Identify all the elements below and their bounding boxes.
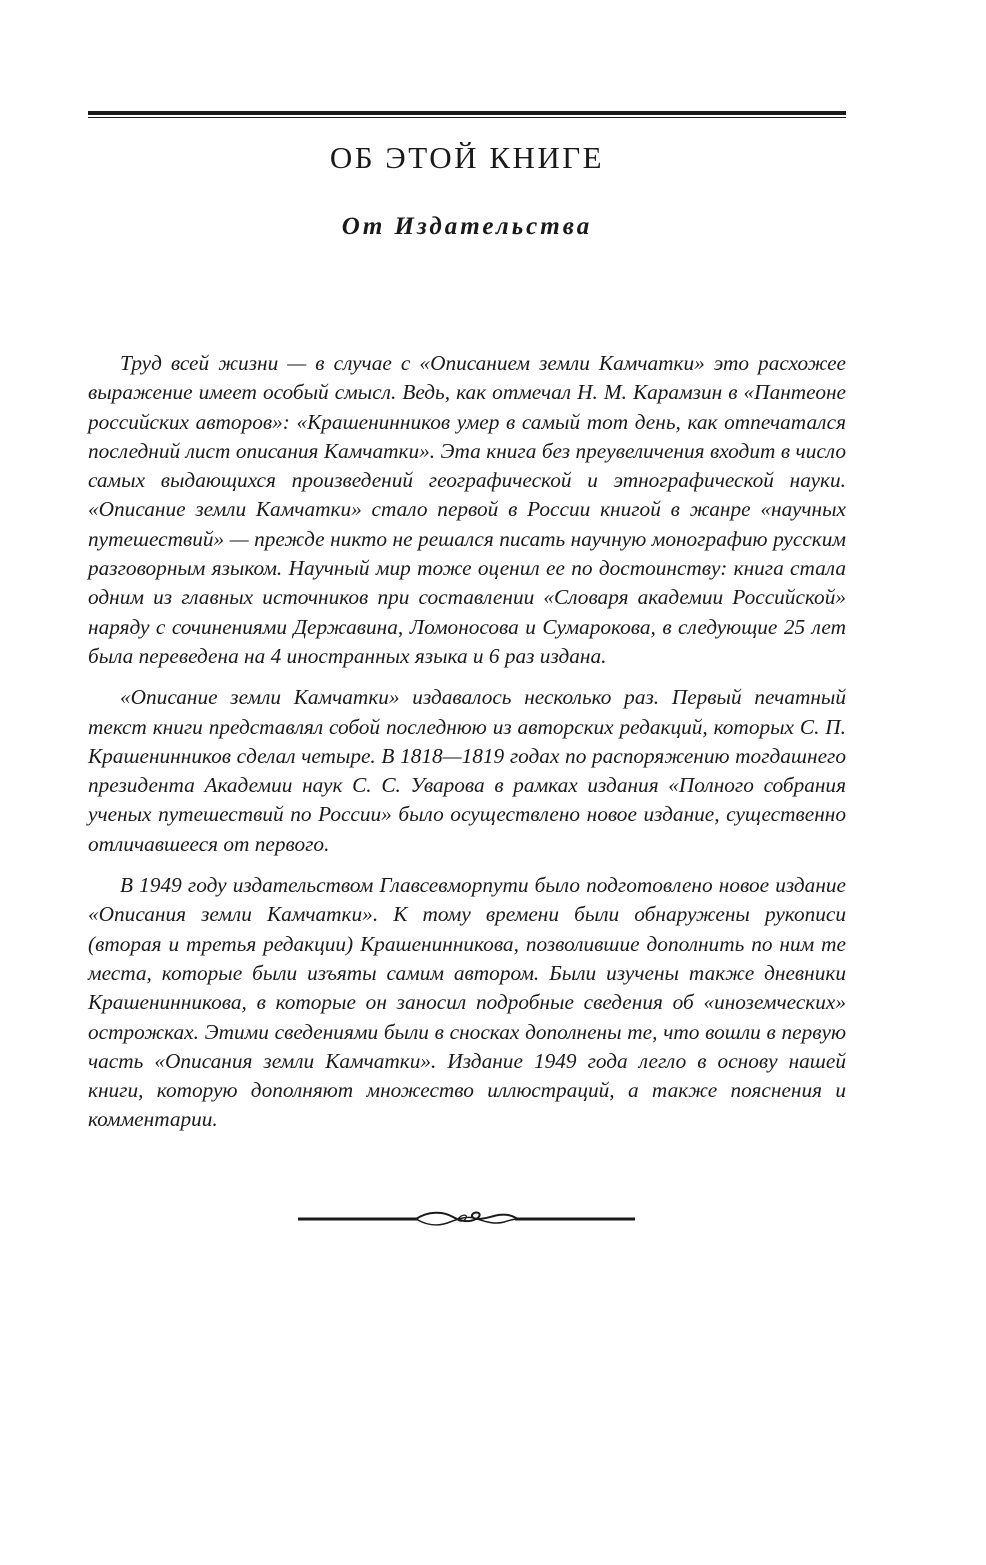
paragraph: Труд всей жизни — в случае с «Описанием земли Камчатки» это расхожее выражение имеет особый смысл. Ведь, как отмечал Н. М. Карамзин в «Пантеоне российских авторов»: «Крашенинников умер в самый тот день, как отпечатался последний лист описания Камчатки». Эта книга без преувеличения входит в число самых выдающихся произведений географической и этнографической науки. «Описание земли Камчатки» стало первой в России книгой в жанре «научных путешествий» — прежде никто не решался писать научную монографию русским разговорным языком. Научный мир тоже оценил ее по достоинству: книга стала одним из главных источников при составлении «Словаря академии Российской» наряду с сочинениями Державина, Ломоносова и Сумарокова, в следующие 25 лет была переведена на 4 иностранных языка и 6 раз издана. (88, 351, 846, 668)
page-title: ОБ ЭТОЙ КНИГЕ (329, 140, 605, 175)
top-rule-thin (88, 117, 846, 118)
paragraph: «Описание земли Камчатки» издавалось несколько раз. Первый печатный текст книги представлял собой последнюю из авторских редакций, которых С. П. Крашенинников сделал четыре. В 1818—1819 годах по распоряжению тогдашнего президента Академии наук С. С. Уварова в рамках издания «Полного собрания ученых путешествий по России» было осуществлено новое издание, существенно отличавшееся от первого. (88, 685, 846, 856)
page-subtitle: От Издательства (341, 213, 593, 240)
top-double-rule (88, 111, 846, 118)
top-rule-thick (88, 111, 846, 115)
body-text (88, 349, 846, 1147)
flourish-divider-icon (298, 1207, 635, 1231)
paragraph: В 1949 году издательством Главсевморпути было подготовлено новое издание «Описания земли Камчатки». К тому времени были обнаружены рукописи (вторая и третья редакции) Крашенинникова, позволившие дополнить по ним те места, которые были изъяты самим автором. Были изучены также дневники Крашенинникова, в которые он заносил подробные сведения об «иноземческих» острожках. Этими сведениями были в сносках дополнены те, что вошли в первую часть «Описания земли Камчатки». Издание 1949 года легло в основу нашей книги, которую дополняют множество иллюстраций, а также пояснения и комментарии. (88, 873, 846, 1132)
